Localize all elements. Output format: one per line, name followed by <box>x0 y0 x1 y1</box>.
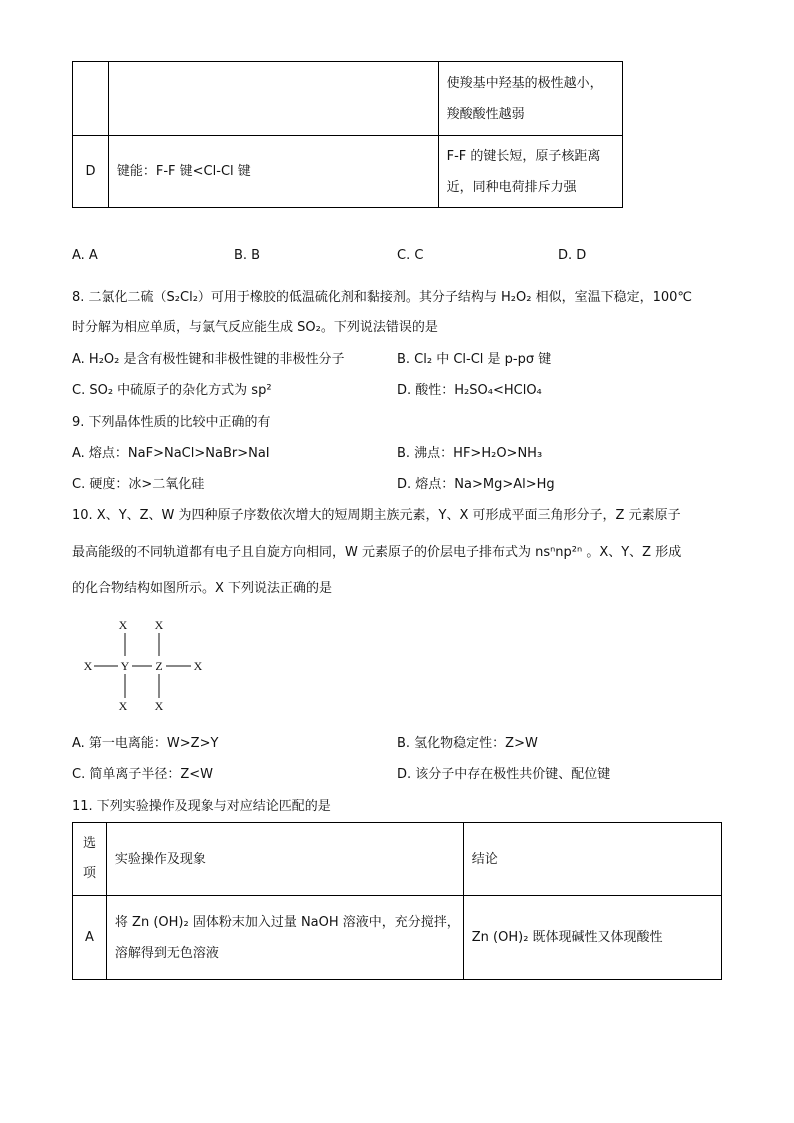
q9-option-b: B. 沸点：HF>H₂O>NH₃ <box>397 446 543 461</box>
row-d-fact-cell <box>108 136 438 208</box>
q7-option-c: C. C <box>397 248 424 263</box>
q10-stem-line1: 10. X、Y、Z、W 为四种原子序数依次增大的短周期主族元素，Y、X 可形成平面三角形分子，Z 元素原子 <box>72 508 681 523</box>
row-c-conclusion-line2: 羧酸酸性越弱 <box>446 106 525 122</box>
header-option-cell <box>73 823 107 896</box>
q8-option-d: D. 酸性：H₂SO₄<HClO₄ <box>397 383 542 398</box>
row-d-conclusion-line1: F-F 的键长短，原子核距离 <box>446 148 601 164</box>
row-d-conclusion-cell <box>438 136 622 208</box>
q11-table <box>72 822 722 980</box>
row-d-fact: 键能：F-F 键<Cl-Cl 键 <box>116 164 251 179</box>
q10-stem-line3: 的化合物结构如图所示。X 下列说法正确的是 <box>72 581 333 596</box>
q8-option-b: B. Cl₂ 中 Cl-Cl 是 p-pσ 键 <box>397 352 552 367</box>
q10-option-c: C. 简单离子半径：Z<W <box>72 767 213 782</box>
q10-stem-line2: 最高能级的不同轨道都有电子且自旋方向相同，W 元素原子的价层电子排布式为 nsⁿnp²ⁿ 。X、Y、Z 形成 <box>72 545 682 560</box>
row-c-conclusion-cell <box>438 62 622 136</box>
atom-x-bottom-right: X <box>154 699 164 713</box>
q8-option-c: C. SO₂ 中硫原子的杂化方式为 sp² <box>72 383 272 398</box>
molecule-structure-diagram <box>80 616 210 716</box>
row-a-label: A <box>73 896 107 980</box>
q10-option-a: A. 第一电离能：W>Z>Y <box>72 736 219 751</box>
row-d-label: D <box>73 136 109 208</box>
q9-option-c: C. 硬度：冰>二氧化硅 <box>72 477 205 492</box>
header-conclusion-cell <box>463 823 721 896</box>
row-d-conclusion-line2: 近，同种电荷排斥力强 <box>446 179 577 195</box>
header-conclusion: 结论 <box>471 851 498 867</box>
q10-option-b: B. 氢化物稳定性：Z>W <box>397 736 538 751</box>
row-a-operation-line2: 溶解得到无色溶液 <box>114 945 219 961</box>
row-a-operation-cell <box>106 896 463 980</box>
atom-x-bottom-left: X <box>118 699 128 713</box>
row-c-conclusion-line1: 使羧基中羟基的极性越小， <box>446 75 603 91</box>
header-operation-cell <box>106 823 463 896</box>
header-operation: 实验操作及现象 <box>114 851 206 867</box>
q7-table <box>72 61 623 208</box>
q10-option-d: D. 该分子中存在极性共价键、配位键 <box>397 767 611 782</box>
q8-stem-line1: 8. 二氯化二硫（S₂Cl₂）可用于橡胶的低温硫化剂和黏接剂。其分子结构与 H₂O₂ 相似，室温下稳定，100℃ <box>72 290 693 305</box>
q9-option-a: A. 熔点：NaF>NaCl>NaBr>NaI <box>72 446 270 461</box>
q7-option-b: B. B <box>234 248 261 263</box>
header-option-line1: 选 <box>82 836 96 851</box>
q7-option-d: D. D <box>558 248 587 263</box>
atom-x-left: X <box>83 659 93 673</box>
atom-x-top-left: X <box>118 618 128 632</box>
atom-x-top-right: X <box>154 618 164 632</box>
header-option-line2: 项 <box>82 866 96 881</box>
q9-option-d: D. 熔点：Na>Mg>Al>Hg <box>397 477 555 492</box>
row-a-operation-line1: 将 Zn (OH)₂ 固体粉末加入过量 NaOH 溶液中，充分搅拌， <box>114 914 460 930</box>
atom-y: Y <box>120 659 130 673</box>
q11-stem: 11. 下列实验操作及现象与对应结论匹配的是 <box>72 799 331 814</box>
atom-x-right: X <box>193 659 203 673</box>
q8-stem-line2: 时分解为相应单质，与氯气反应能生成 SO₂。下列说法错误的是 <box>72 320 438 335</box>
table-cell-empty <box>73 62 109 136</box>
q9-stem: 9. 下列晶体性质的比较中正确的有 <box>72 415 271 430</box>
row-a-conclusion-cell <box>463 896 721 980</box>
atom-z: Z <box>155 659 163 673</box>
q8-option-a: A. H₂O₂ 是含有极性键和非极性键的非极性分子 <box>72 352 345 367</box>
q7-option-a: A. A <box>72 248 98 263</box>
row-a-conclusion: Zn (OH)₂ 既体现碱性又体现酸性 <box>471 930 663 945</box>
table-cell-empty <box>108 62 438 136</box>
